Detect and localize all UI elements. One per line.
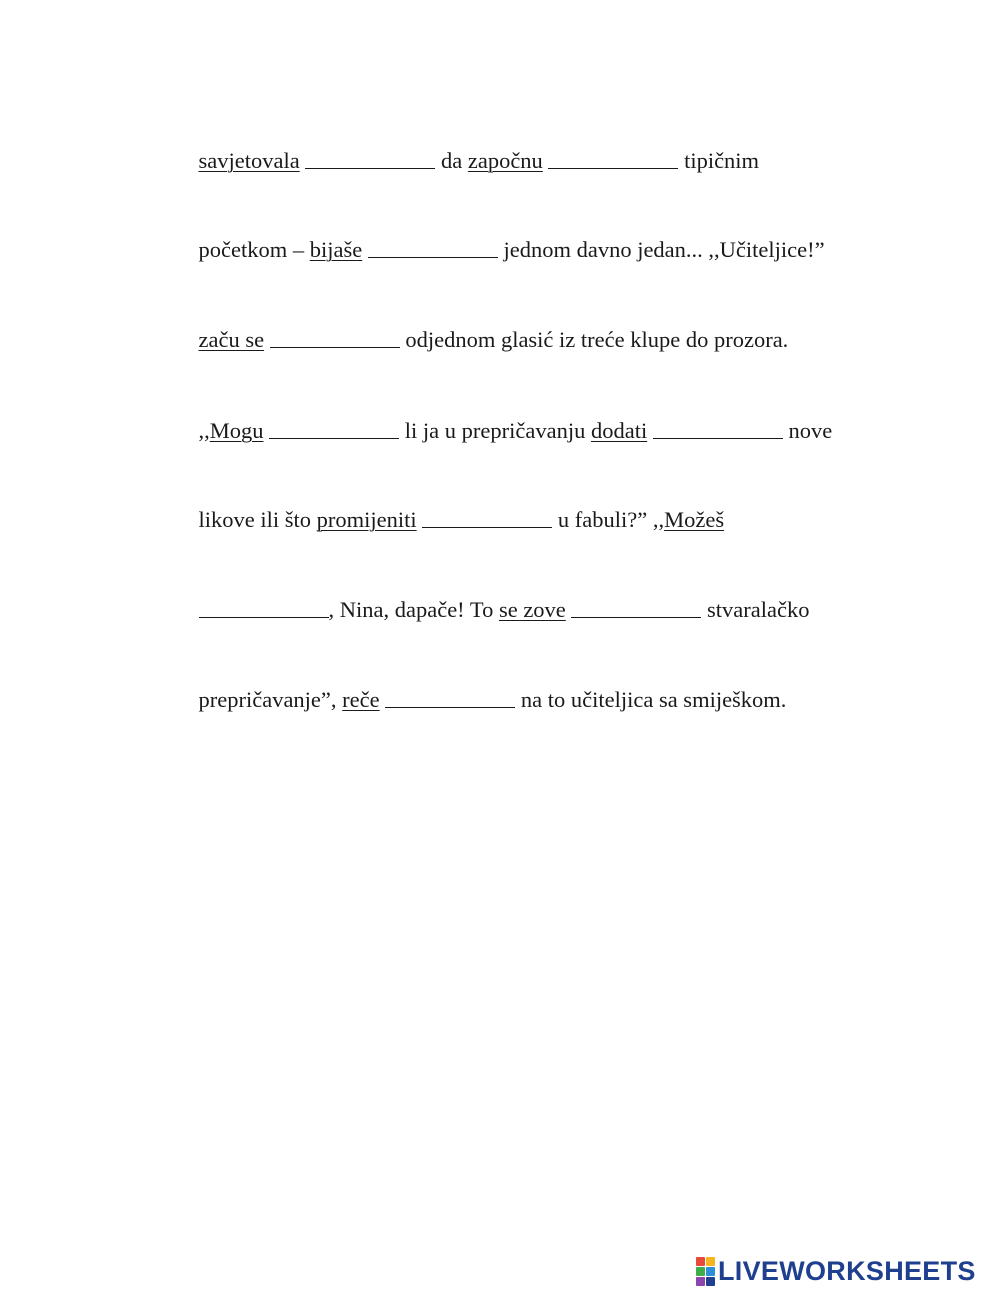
liveworksheets-logo-icon xyxy=(696,1257,715,1286)
underlined-word: se zove xyxy=(498,597,566,622)
text-line-3: začu se odjednom glasić iz treće klupe do prozora. xyxy=(198,327,789,352)
logo-text: LIVEWORKSHEETS xyxy=(718,1255,976,1286)
logo-square xyxy=(696,1267,705,1276)
logo-square xyxy=(696,1277,705,1286)
text-line-5: likove ili što promijeniti u fabuli?” ,,Možeš xyxy=(198,507,725,532)
underlined-word: dodati xyxy=(590,418,648,443)
logo-square xyxy=(706,1257,715,1266)
underlined-word: začu se xyxy=(198,327,265,352)
underlined-word: Možeš xyxy=(664,507,725,532)
answer-blank[interactable] xyxy=(422,507,552,528)
logo-square xyxy=(706,1277,715,1286)
answer-blank[interactable] xyxy=(305,148,435,169)
liveworksheets-logo xyxy=(696,1256,976,1286)
underlined-word: savjetovala xyxy=(198,148,300,173)
answer-blank[interactable] xyxy=(199,597,329,618)
underlined-word: bijaše xyxy=(309,237,363,262)
text-line-1: savjetovala da započnu tipičnim xyxy=(198,148,760,173)
answer-blank[interactable] xyxy=(571,597,701,618)
text-line-4: ,,Mogu li ja u prepričavanju dodati nove xyxy=(198,418,833,443)
text-line-6: , Nina, dapače! To se zove stvaralačko xyxy=(176,568,810,652)
answer-blank[interactable] xyxy=(368,237,498,258)
answer-blank[interactable] xyxy=(548,148,678,169)
answer-blank[interactable] xyxy=(385,687,515,708)
underlined-word: reče xyxy=(342,687,380,712)
text-line-7: prepričavanje”, reče na to učiteljica sa smiješkom. xyxy=(198,687,787,712)
text-line-2: početkom – bijaše jednom davno jedan... ,,Učiteljice!” xyxy=(198,237,825,262)
logo-square xyxy=(696,1257,705,1266)
underlined-word: Mogu xyxy=(209,418,264,443)
underlined-word: promijeniti xyxy=(316,507,417,532)
logo-square xyxy=(706,1267,715,1276)
underlined-word: započnu xyxy=(467,148,543,173)
answer-blank[interactable] xyxy=(653,418,783,439)
answer-blank[interactable] xyxy=(269,418,399,439)
answer-blank[interactable] xyxy=(270,327,400,348)
